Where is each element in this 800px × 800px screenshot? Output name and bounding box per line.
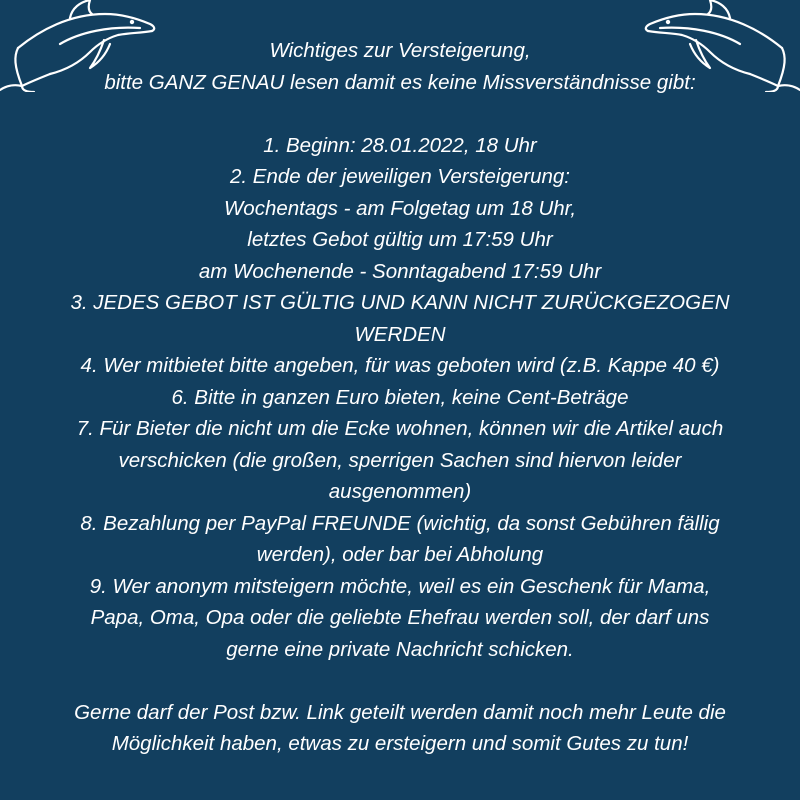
rule-line: 1. Beginn: 28.01.2022, 18 Uhr	[263, 133, 537, 157]
rule-line: Papa, Oma, Opa oder die geliebte Ehefrau werden soll, der darf uns	[90, 606, 710, 629]
rule-line: verschicken (die großen, sperrigen Sachen sind hiervon leider	[118, 448, 682, 472]
rule-line: 9. Wer anonym mitsteigern möchte, weil es ein Geschenk für Mama,	[89, 574, 711, 598]
rule-line: 4. Wer mitbietet bitte angeben, für was geboten wird (z.B. Kappe 40 €)	[80, 354, 720, 377]
rule-line: am Wochenende - Sonntagabend 17:59 Uhr	[198, 259, 602, 283]
rule-line: 7. Für Bieter die nicht um die Ecke wohnen, können wir die Artikel auch	[76, 417, 724, 440]
rule-line: 2. Ende der jeweiligen Versteigerung:	[230, 165, 570, 188]
spacer	[20, 665, 780, 697]
intro-line-1: Wichtiges zur Versteigerung,	[269, 39, 531, 62]
closing-line-2: Möglichkeit haben, etwas zu ersteigern und somit Gutes zu tun!	[111, 732, 689, 755]
spacer	[20, 98, 780, 130]
rule-line: Wochentags - am Folgetag um 18 Uhr,	[223, 196, 577, 220]
rule-line: 3. JEDES GEBOT IST GÜLTIG UND KANN NICHT ZURÜCKGEZOGEN	[70, 291, 730, 314]
closing-line-1: Gerne darf der Post bzw. Link geteilt werden damit noch mehr Leute die	[74, 700, 726, 724]
rule-line: 8. Bezahlung per PayPal FREUNDE (wichtig, da sonst Gebühren fällig	[80, 511, 720, 535]
intro-line-2: bitte GANZ GENAU lesen damit es keine Missverständnisse gibt:	[104, 70, 696, 94]
rule-line: gerne eine private Nachricht schicken.	[226, 637, 574, 661]
rule-line: werden), oder bar bei Abholung	[256, 543, 544, 566]
rule-line: ausgenommen)	[328, 480, 472, 503]
announcement-text	[20, 35, 780, 760]
rule-line: letztes Gebot gültig um 17:59 Uhr	[247, 228, 553, 251]
rule-line: 6. Bitte in ganzen Euro bieten, keine Cent-Beträge	[171, 385, 629, 409]
rule-line: WERDEN	[354, 322, 446, 346]
